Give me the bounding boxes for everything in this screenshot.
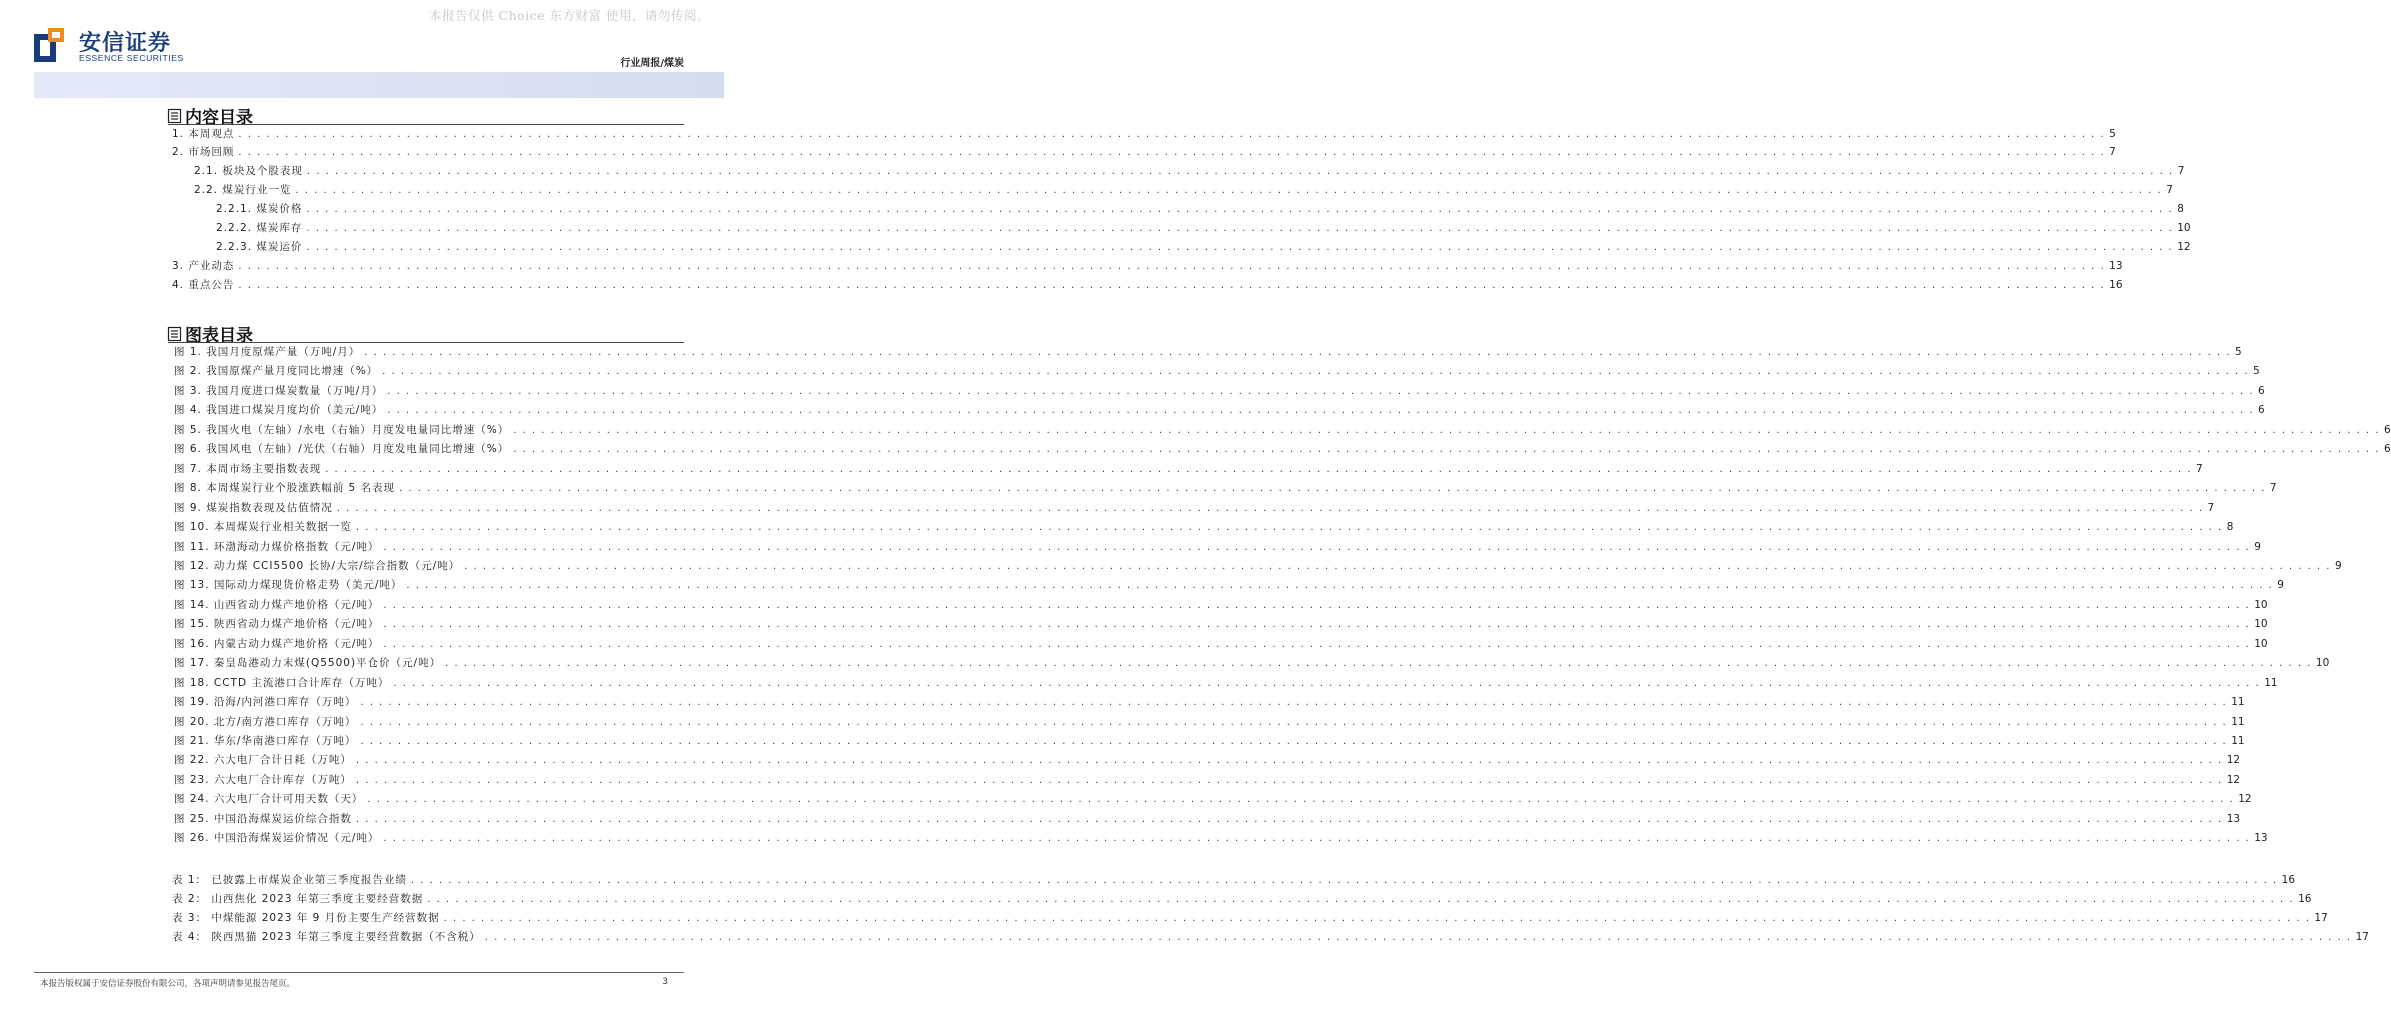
toc-entry-page: 9 <box>2334 559 2342 572</box>
dot-leader: . . . . . . . . . . . . . . . . . . . . . . . . . . . . . . . . . . . . . . . . . . . . . . . . . . . . . . . . . . . . . . . . . . . . . . . . . . . . . . . . . . . . . . . . . . . . . . . . . . . . . . . . . . . . . . . . . . . . . . . . . . . . . . . . . . . . . . . . . . . . . . . . . . . . . . . . . . . . . . . . . . . . . . . . . . . . . . . . . . . . . . . . . . . . . . . . . . . . . . . . <box>484 932 2352 943</box>
toc-entry[interactable] <box>174 344 2242 360</box>
toc-entry-page: 16 <box>2109 279 2123 291</box>
toc-entry-page: 12 <box>2226 754 2241 767</box>
toc-entry-label: 表 2： 山西焦化 2023 年第三季度主要经营数据 <box>172 893 424 905</box>
toc-entry-label: 图 23. 六大电厂合计库存（万吨） <box>174 773 352 786</box>
toc-entry-label: 图 25. 中国沿海煤炭运价综合指数 <box>174 812 352 825</box>
toc-entry[interactable] <box>174 616 2268 632</box>
toc-entry-label: 图 16. 内蒙古动力煤产地价格（元/吨） <box>174 637 380 650</box>
dot-leader: . . . . . . . . . . . . . . . . . . . . . . . . . . . . . . . . . . . . . . . . . . . . . . . . . . . . . . . . . . . . . . . . . . . . . . . . . . . . . . . . . . . . . . . . . . . . . . . . . . . . . . . . . . . . . . . . . . . . . . . . . . . . . . . . . . . . . . . . . . . . . . . . . . . . . . . . . . . . . . . . . . . . . . . . . . . . . . . . . . . . . . . . . . . . . . . . . . . . . . . . <box>336 502 2204 514</box>
footer-note: 本报告版权属于安信证券股份有限公司，各项声明请参见报告尾页。 <box>40 979 296 989</box>
toc-entry-page: 11 <box>2231 715 2245 728</box>
toc-entry-page: 16 <box>2298 893 2312 905</box>
toc-entry-label: 图 4. 我国进口煤炭月度均价（美元/吨） <box>174 404 384 417</box>
toc-entry[interactable] <box>174 811 2241 827</box>
figures-rule <box>168 342 684 343</box>
dot-leader: . . . . . . . . . . . . . . . . . . . . . . . . . . . . . . . . . . . . . . . . . . . . . . . . . . . . . . . . . . . . . . . . . . . . . . . . . . . . . . . . . . . . . . . . . . . . . . . . . . . . . . . . . . . . . . . . . . . . . . . . . . . . . . . . . . . . . . . . . . . . . . . . . . . . . . . . . . . . . . . . . . . . . . . . . . . . . . . . . . . . . . . . . . . . . . . . . . . . . . . . <box>513 444 2381 456</box>
toc-entry-label: 图 10. 本周煤炭行业相关数据一览 <box>174 521 352 534</box>
toc-entry[interactable] <box>174 519 2234 535</box>
toc-entry-label: 图 19. 沿海/内河港口库存（万吨） <box>174 696 357 709</box>
toc-entry-label: 图 1. 我国月度原煤产量（万吨/月） <box>174 346 361 358</box>
toc-entry-label: 2.2.1. 煤炭价格 <box>216 203 303 215</box>
toc-entry-label: 2.2.2. 煤炭库存 <box>216 222 303 234</box>
footer-rule <box>34 972 684 973</box>
toc-entry-page: 6 <box>2258 384 2265 397</box>
dot-leader: . . . . . . . . . . . . . . . . . . . . . . . . . . . . . . . . . . . . . . . . . . . . . . . . . . . . . . . . . . . . . . . . . . . . . . . . . . . . . . . . . . . . . . . . . . . . . . . . . . . . . . . . . . . . . . . . . . . . . . . . . . . . . . . . . . . . . . . . . . . . . . . . . . . . . . . . . . . . . . . . . . . . . . . . . . . . . . . . . . . . . . . . . . . . . . . . . . . . . . . . <box>306 242 2174 253</box>
toc-entry-label: 图 8. 本周煤炭行业个股涨跌幅前 5 名表现 <box>174 482 396 495</box>
figures-title: 图表目录 <box>185 326 253 346</box>
dot-leader: . . . . . . . . . . . . . . . . . . . . . . . . . . . . . . . . . . . . . . . . . . . . . . . . . . . . . . . . . . . . . . . . . . . . . . . . . . . . . . . . . . . . . . . . . . . . . . . . . . . . . . . . . . . . . . . . . . . . . . . . . . . . . . . . . . . . . . . . . . . . . . . . . . . . . . . . . . . . . . . . . . . . . . . . . . . . . . . . . . . . . . . . . . . . . . . . . . . . . . . . <box>410 875 2278 886</box>
toc-entry-page: 7 <box>2269 482 2277 495</box>
toc-entry-label: 图 9. 煤炭指数表现及估值情况 <box>174 501 333 514</box>
essence-logo-icon <box>34 28 70 64</box>
toc-entry-label: 图 22. 六大电厂合计日耗（万吨） <box>174 754 352 767</box>
toc-entry[interactable] <box>174 694 2245 710</box>
toc-entry-label: 图 6. 我国风电（左轴）/光伏（右轴）月度发电量同比增速（%） <box>174 443 510 456</box>
toc-entry[interactable] <box>174 714 2245 730</box>
toc-entry[interactable] <box>174 480 2277 496</box>
dot-leader: . . . . . . . . . . . . . . . . . . . . . . . . . . . . . . . . . . . . . . . . . . . . . . . . . . . . . . . . . . . . . . . . . . . . . . . . . . . . . . . . . . . . . . . . . . . . . . . . . . . . . . . . . . . . . . . . . . . . . . . . . . . . . . . . . . . . . . . . . . . . . . . . . . . . . . . . . . . . . . . . . . . . . . . . . . . . . . . . . . . . . . . . . . . . . . . . . . . . . . . . <box>238 280 2106 291</box>
dot-leader: . . . . . . . . . . . . . . . . . . . . . . . . . . . . . . . . . . . . . . . . . . . . . . . . . . . . . . . . . . . . . . . . . . . . . . . . . . . . . . . . . . . . . . . . . . . . . . . . . . . . . . . . . . . . . . . . . . . . . . . . . . . . . . . . . . . . . . . . . . . . . . . . . . . . . . . . . . . . . . . . . . . . . . . . . . . . . . . . . . . . . . . . . . . . . . . . . . . . . . . . <box>387 405 2255 417</box>
toc-entry-page: 8 <box>2177 203 2184 215</box>
toc-entry-page: 11 <box>2231 696 2245 709</box>
toc-entry[interactable] <box>174 597 2268 613</box>
dot-leader: . . . . . . . . . . . . . . . . . . . . . . . . . . . . . . . . . . . . . . . . . . . . . . . . . . . . . . . . . . . . . . . . . . . . . . . . . . . . . . . . . . . . . . . . . . . . . . . . . . . . . . . . . . . . . . . . . . . . . . . . . . . . . . . . . . . . . . . . . . . . . . . . . . . . . . . . . . . . . . . . . . . . . . . . . . . . . . . . . . . . . . . . . . . . . . . . . . . . . . . . <box>355 522 2223 534</box>
toc-entry-page: 12 <box>2226 773 2241 786</box>
dot-leader: . . . . . . . . . . . . . . . . . . . . . . . . . . . . . . . . . . . . . . . . . . . . . . . . . . . . . . . . . . . . . . . . . . . . . . . . . . . . . . . . . . . . . . . . . . . . . . . . . . . . . . . . . . . . . . . . . . . . . . . . . . . . . . . . . . . . . . . . . . . . . . . . . . . . . . . . . . . . . . . . . . . . . . . . . . . . . . . . . . . . . . . . . . . . . . . . . . . . . . . . <box>393 677 2261 689</box>
toc-entry-page: 7 <box>2207 501 2215 514</box>
dot-leader: . . . . . . . . . . . . . . . . . . . . . . . . . . . . . . . . . . . . . . . . . . . . . . . . . . . . . . . . . . . . . . . . . . . . . . . . . . . . . . . . . . . . . . . . . . . . . . . . . . . . . . . . . . . . . . . . . . . . . . . . . . . . . . . . . . . . . . . . . . . . . . . . . . . . . . . . . . . . . . . . . . . . . . . . . . . . . . . . . . . . . . . . . . . . . . . . . . . . . . . . <box>427 894 2295 905</box>
toc-entry-page: 12 <box>2238 793 2252 806</box>
toc-entry[interactable] <box>174 500 2215 516</box>
toc-entry-label: 图 21. 华东/华南港口库存（万吨） <box>174 735 357 747</box>
dot-leader: . . . . . . . . . . . . . . . . . . . . . . . . . . . . . . . . . . . . . . . . . . . . . . . . . . . . . . . . . . . . . . . . . . . . . . . . . . . . . . . . . . . . . . . . . . . . . . . . . . . . . . . . . . . . . . . . . . . . . . . . . . . . . . . . . . . . . . . . . . . . . . . . . . . . . . . . . . . . . . . . . . . . . . . . . . . . . . . . . . . . . . . . . . . . . . . . . . . . . . . . <box>383 619 2251 631</box>
toc-entry-label: 图 26. 中国沿海煤炭运价情况（元/吨） <box>174 832 380 845</box>
toc-entry-label: 图 12. 动力煤 CCI5500 长协/大宗/综合指数（元/吨） <box>174 559 461 572</box>
toc-entry[interactable] <box>172 910 2328 926</box>
dot-leader: . . . . . . . . . . . . . . . . . . . . . . . . . . . . . . . . . . . . . . . . . . . . . . . . . . . . . . . . . . . . . . . . . . . . . . . . . . . . . . . . . . . . . . . . . . . . . . . . . . . . . . . . . . . . . . . . . . . . . . . . . . . . . . . . . . . . . . . . . . . . . . . . . . . . . . . . . . . . . . . . . . . . . . . . . . . . . . . . . . . . . . . . . . . . . . . . . . . . . . . . <box>238 129 2106 140</box>
dot-leader: . . . . . . . . . . . . . . . . . . . . . . . . . . . . . . . . . . . . . . . . . . . . . . . . . . . . . . . . . . . . . . . . . . . . . . . . . . . . . . . . . . . . . . . . . . . . . . . . . . . . . . . . . . . . . . . . . . . . . . . . . . . . . . . . . . . . . . . . . . . . . . . . . . . . . . . . . . . . . . . . . . . . . . . . . . . . . . . . . . . . . . . . . . . . . . . . . . . . . . . . <box>238 147 2106 158</box>
dot-leader: . . . . . . . . . . . . . . . . . . . . . . . . . . . . . . . . . . . . . . . . . . . . . . . . . . . . . . . . . . . . . . . . . . . . . . . . . . . . . . . . . . . . . . . . . . . . . . . . . . . . . . . . . . . . . . . . . . . . . . . . . . . . . . . . . . . . . . . . . . . . . . . . . . . . . . . . . . . . . . . . . . . . . . . . . . . . . . . . . . . . . . . . . . . . . . . . . . . . . . . . <box>306 204 2174 215</box>
toc-entry[interactable] <box>172 872 2296 888</box>
toc-entry-label: 表 1： 已披露上市煤炭企业第三季度报告业绩 <box>172 874 407 886</box>
toc-entry[interactable] <box>172 144 2116 160</box>
toc-entry-page: 17 <box>2355 931 2369 943</box>
toc-entry-label: 图 20. 北方/南方港口库存（万吨） <box>174 715 357 728</box>
toc-entry-label: 2.2. 煤炭行业一览 <box>194 184 292 196</box>
toc-entry[interactable] <box>194 182 2173 198</box>
dot-leader: . . . . . . . . . . . . . . . . . . . . . . . . . . . . . . . . . . . . . . . . . . . . . . . . . . . . . . . . . . . . . . . . . . . . . . . . . . . . . . . . . . . . . . . . . . . . . . . . . . . . . . . . . . . . . . . . . . . . . . . . . . . . . . . . . . . . . . . . . . . . . . . . . . . . . . . . . . . . . . . . . . . . . . . . . . . . . . . . . . . . . . . . . . . . . . . . . . . . . . . . <box>306 223 2174 234</box>
dot-leader: . . . . . . . . . . . . . . . . . . . . . . . . . . . . . . . . . . . . . . . . . . . . . . . . . . . . . . . . . . . . . . . . . . . . . . . . . . . . . . . . . . . . . . . . . . . . . . . . . . . . . . . . . . . . . . . . . . . . . . . . . . . . . . . . . . . . . . . . . . . . . . . . . . . . . . . . . . . . . . . . . . . . . . . . . . . . . . . . . . . . . . . . . . . . . . . . . . . . . . . . <box>367 794 2235 806</box>
toc-entry-page: 13 <box>2254 832 2268 845</box>
dot-leader: . . . . . . . . . . . . . . . . . . . . . . . . . . . . . . . . . . . . . . . . . . . . . . . . . . . . . . . . . . . . . . . . . . . . . . . . . . . . . . . . . . . . . . . . . . . . . . . . . . . . . . . . . . . . . . . . . . . . . . . . . . . . . . . . . . . . . . . . . . . . . . . . . . . . . . . . . . . . . . . . . . . . . . . . . . . . . . . . . . . . . . . . . . . . . . . . . . . . . . . . <box>238 261 2106 272</box>
toc-entry-page: 5 <box>2109 128 2116 140</box>
toc-entry-label: 4. 重点公告 <box>172 279 235 291</box>
contents-title: 内容目录 <box>185 108 253 128</box>
toc-entry[interactable] <box>174 636 2268 652</box>
toc-entry[interactable] <box>174 461 2203 477</box>
dot-leader: . . . . . . . . . . . . . . . . . . . . . . . . . . . . . . . . . . . . . . . . . . . . . . . . . . . . . . . . . . . . . . . . . . . . . . . . . . . . . . . . . . . . . . . . . . . . . . . . . . . . . . . . . . . . . . . . . . . . . . . . . . . . . . . . . . . . . . . . . . . . . . . . . . . . . . . . . . . . . . . . . . . . . . . . . . . . . . . . . . . . . . . . . . . . . . . . . . . . . . . . <box>355 813 2223 825</box>
dot-leader: . . . . . . . . . . . . . . . . . . . . . . . . . . . . . . . . . . . . . . . . . . . . . . . . . . . . . . . . . . . . . . . . . . . . . . . . . . . . . . . . . . . . . . . . . . . . . . . . . . . . . . . . . . . . . . . . . . . . . . . . . . . . . . . . . . . . . . . . . . . . . . . . . . . . . . . . . . . . . . . . . . . . . . . . . . . . . . . . . . . . . . . . . . . . . . . . . . . . . . . . <box>306 166 2174 177</box>
contents-rule <box>168 124 684 125</box>
dot-leader: . . . . . . . . . . . . . . . . . . . . . . . . . . . . . . . . . . . . . . . . . . . . . . . . . . . . . . . . . . . . . . . . . . . . . . . . . . . . . . . . . . . . . . . . . . . . . . . . . . . . . . . . . . . . . . . . . . . . . . . . . . . . . . . . . . . . . . . . . . . . . . . . . . . . . . . . . . . . . . . . . . . . . . . . . . . . . . . . . . . . . . . . . . . . . . . . . . . . . . . . <box>382 366 2249 378</box>
toc-entry-label: 图 15. 陕西省动力煤产地价格（元/吨） <box>174 618 380 631</box>
toc-entry-page: 5 <box>2252 365 2260 378</box>
toc-entry[interactable] <box>174 422 2391 438</box>
toc-entry-label: 图 7. 本周市场主要指数表现 <box>174 462 322 475</box>
logo-name-en: ESSENCE SECURITIES <box>79 53 184 63</box>
report-type: 行业周报/煤炭 <box>620 58 684 69</box>
watermark: 本报告仅供 Choice 东方财富 使用，请勿传阅。 <box>429 8 710 23</box>
toc-entry-page: 10 <box>2254 618 2268 631</box>
toc-entry[interactable] <box>174 577 2284 593</box>
toc-entry[interactable] <box>174 830 2268 846</box>
page-number: 3 <box>662 977 668 987</box>
toc-entry-label: 表 3： 中煤能源 2023 年 9 月份主要生产经营数据 <box>172 912 440 924</box>
toc-entry[interactable] <box>174 383 2265 399</box>
toc-entry[interactable] <box>174 539 2261 555</box>
dot-leader: . . . . . . . . . . . . . . . . . . . . . . . . . . . . . . . . . . . . . . . . . . . . . . . . . . . . . . . . . . . . . . . . . . . . . . . . . . . . . . . . . . . . . . . . . . . . . . . . . . . . . . . . . . . . . . . . . . . . . . . . . . . . . . . . . . . . . . . . . . . . . . . . . . . . . . . . . . . . . . . . . . . . . . . . . . . . . . . . . . . . . . . . . . . . . . . . . . . . . . . . <box>360 736 2228 747</box>
document-icon <box>168 327 181 341</box>
toc-entry-page: 7 <box>2196 462 2203 475</box>
toc-entry[interactable] <box>174 558 2342 574</box>
toc-entry-page: 10 <box>2177 222 2191 234</box>
toc-entry-label: 图 3. 我国月度进口煤炭数量（万吨/月） <box>174 384 384 397</box>
toc-entry[interactable] <box>174 655 2330 671</box>
toc-entry[interactable] <box>174 772 2241 788</box>
dot-leader: . . . . . . . . . . . . . . . . . . . . . . . . . . . . . . . . . . . . . . . . . . . . . . . . . . . . . . . . . . . . . . . . . . . . . . . . . . . . . . . . . . . . . . . . . . . . . . . . . . . . . . . . . . . . . . . . . . . . . . . . . . . . . . . . . . . . . . . . . . . . . . . . . . . . . . . . . . . . . . . . . . . . . . . . . . . . . . . . . . . . . . . . . . . . . . . . . . . . . . . . <box>387 385 2255 397</box>
toc-entry-page: 7 <box>2109 146 2116 158</box>
dot-leader: . . . . . . . . . . . . . . . . . . . . . . . . . . . . . . . . . . . . . . . . . . . . . . . . . . . . . . . . . . . . . . . . . . . . . . . . . . . . . . . . . . . . . . . . . . . . . . . . . . . . . . . . . . . . . . . . . . . . . . . . . . . . . . . . . . . . . . . . . . . . . . . . . . . . . . . . . . . . . . . . . . . . . . . . . . . . . . . . . . . . . . . . . . . . . . . . . . . . . . . . <box>464 560 2331 572</box>
toc-entry-page: 10 <box>2315 657 2330 670</box>
toc-entry[interactable] <box>174 675 2278 691</box>
toc-entry-page: 9 <box>2254 540 2261 553</box>
toc-entry-page: 13 <box>2109 260 2123 272</box>
toc-entry[interactable] <box>216 201 2184 217</box>
company-logo <box>34 26 184 66</box>
toc-entry-label: 图 24. 六大电厂合计可用天数（天） <box>174 793 364 806</box>
toc-entry[interactable] <box>172 258 2123 274</box>
dot-leader: . . . . . . . . . . . . . . . . . . . . . . . . . . . . . . . . . . . . . . . . . . . . . . . . . . . . . . . . . . . . . . . . . . . . . . . . . . . . . . . . . . . . . . . . . . . . . . . . . . . . . . . . . . . . . . . . . . . . . . . . . . . . . . . . . . . . . . . . . . . . . . . . . . . . . . . . . . . . . . . . . . . . . . . . . . . . . . . . . . . . . . . . . . . . . . . . . . . . . . . . <box>513 424 2381 436</box>
toc-entry-page: 16 <box>2281 874 2296 886</box>
toc-entry[interactable] <box>216 220 2191 236</box>
dot-leader: . . . . . . . . . . . . . . . . . . . . . . . . . . . . . . . . . . . . . . . . . . . . . . . . . . . . . . . . . . . . . . . . . . . . . . . . . . . . . . . . . . . . . . . . . . . . . . . . . . . . . . . . . . . . . . . . . . . . . . . . . . . . . . . . . . . . . . . . . . . . . . . . . . . . . . . . . . . . . . . . . . . . . . . . . . . . . . . . . . . . . . . . . . . . . . . . . . . . . . . . <box>383 599 2251 611</box>
dot-leader: . . . . . . . . . . . . . . . . . . . . . . . . . . . . . . . . . . . . . . . . . . . . . . . . . . . . . . . . . . . . . . . . . . . . . . . . . . . . . . . . . . . . . . . . . . . . . . . . . . . . . . . . . . . . . . . . . . . . . . . . . . . . . . . . . . . . . . . . . . . . . . . . . . . . . . . . . . . . . . . . . . . . . . . . . . . . . . . . . . . . . . . . . . . . . . . . . . . . . . . . <box>383 833 2251 845</box>
dot-leader: . . . . . . . . . . . . . . . . . . . . . . . . . . . . . . . . . . . . . . . . . . . . . . . . . . . . . . . . . . . . . . . . . . . . . . . . . . . . . . . . . . . . . . . . . . . . . . . . . . . . . . . . . . . . . . . . . . . . . . . . . . . . . . . . . . . . . . . . . . . . . . . . . . . . . . . . . . . . . . . . . . . . . . . . . . . . . . . . . . . . . . . . . . . . . . . . . . . . . . . . <box>383 638 2251 650</box>
toc-entry-label: 图 17. 秦皇岛港动力末煤(Q5500)平仓价（元/吨） <box>174 657 442 670</box>
toc-entry[interactable] <box>194 163 2185 179</box>
toc-entry-label: 图 13. 国际动力煤现货价格走势（美元/吨） <box>174 579 403 592</box>
toc-entry-label: 2.2.3. 煤炭运价 <box>216 241 303 253</box>
toc-entry-page: 10 <box>2254 598 2268 611</box>
dot-leader: . . . . . . . . . . . . . . . . . . . . . . . . . . . . . . . . . . . . . . . . . . . . . . . . . . . . . . . . . . . . . . . . . . . . . . . . . . . . . . . . . . . . . . . . . . . . . . . . . . . . . . . . . . . . . . . . . . . . . . . . . . . . . . . . . . . . . . . . . . . . . . . . . . . . . . . . . . . . . . . . . . . . . . . . . . . . . . . . . . . . . . . . . . . . . . . . . . . . . . . . <box>360 697 2228 709</box>
toc-entry-label: 图 2. 我国原煤产量月度同比增速（%） <box>174 365 379 378</box>
document-icon <box>168 109 181 123</box>
toc-entry[interactable] <box>172 891 2312 907</box>
toc-entry-label: 表 4： 陕西黑猫 2023 年第三季度主要经营数据（不含税） <box>172 931 481 943</box>
toc-entry[interactable] <box>174 402 2265 418</box>
toc-entry-label: 1. 本周观点 <box>172 128 235 140</box>
toc-entry-page: 6 <box>2384 423 2391 436</box>
dot-leader: . . . . . . . . . . . . . . . . . . . . . . . . . . . . . . . . . . . . . . . . . . . . . . . . . . . . . . . . . . . . . . . . . . . . . . . . . . . . . . . . . . . . . . . . . . . . . . . . . . . . . . . . . . . . . . . . . . . . . . . . . . . . . . . . . . . . . . . . . . . . . . . . . . . . . . . . . . . . . . . . . . . . . . . . . . . . . . . . . . . . . . . . . . . . . . . . . . . . . . . . <box>399 483 2266 495</box>
toc-entry-page: 7 <box>2177 165 2185 177</box>
toc-entry-page: 10 <box>2254 637 2268 650</box>
toc-entry-page: 9 <box>2277 579 2284 592</box>
toc-entry-page: 13 <box>2226 812 2241 825</box>
toc-entry-page: 11 <box>2231 735 2245 747</box>
dot-leader: . . . . . . . . . . . . . . . . . . . . . . . . . . . . . . . . . . . . . . . . . . . . . . . . . . . . . . . . . . . . . . . . . . . . . . . . . . . . . . . . . . . . . . . . . . . . . . . . . . . . . . . . . . . . . . . . . . . . . . . . . . . . . . . . . . . . . . . . . . . . . . . . . . . . . . . . . . . . . . . . . . . . . . . . . . . . . . . . . . . . . . . . . . . . . . . . . . . . . . . . <box>325 463 2193 475</box>
toc-entry-page: 11 <box>2264 676 2278 689</box>
toc-entry[interactable] <box>174 441 2391 457</box>
toc-entry-page: 5 <box>2235 346 2242 358</box>
toc-entry[interactable] <box>216 239 2191 255</box>
toc-entry[interactable] <box>174 752 2241 768</box>
toc-entry-label: 图 11. 环渤海动力煤价格指数（元/吨） <box>174 540 380 553</box>
toc-entry-label: 图 14. 山西省动力煤产地价格（元/吨） <box>174 598 380 611</box>
toc-entry-page: 6 <box>2258 404 2265 417</box>
toc-entry-page: 7 <box>2166 184 2173 196</box>
toc-entry-label: 3. 产业动态 <box>172 260 235 272</box>
toc-entry-page: 6 <box>2384 443 2391 456</box>
toc-entry-page: 12 <box>2177 241 2191 253</box>
dot-leader: . . . . . . . . . . . . . . . . . . . . . . . . . . . . . . . . . . . . . . . . . . . . . . . . . . . . . . . . . . . . . . . . . . . . . . . . . . . . . . . . . . . . . . . . . . . . . . . . . . . . . . . . . . . . . . . . . . . . . . . . . . . . . . . . . . . . . . . . . . . . . . . . . . . . . . . . . . . . . . . . . . . . . . . . . . . . . . . . . . . . . . . . . . . . . . . . . . . . . . . . <box>355 774 2223 786</box>
toc-entry-page: 8 <box>2226 521 2234 534</box>
toc-entry[interactable] <box>174 363 2260 379</box>
logo-name-cn: 安信证券 <box>79 31 172 56</box>
dot-leader: . . . . . . . . . . . . . . . . . . . . . . . . . . . . . . . . . . . . . . . . . . . . . . . . . . . . . . . . . . . . . . . . . . . . . . . . . . . . . . . . . . . . . . . . . . . . . . . . . . . . . . . . . . . . . . . . . . . . . . . . . . . . . . . . . . . . . . . . . . . . . . . . . . . . . . . . . . . . . . . . . . . . . . . . . . . . . . . . . . . . . . . . . . . . . . . . . . . . . . . . <box>364 347 2232 358</box>
toc-entry[interactable] <box>172 277 2123 293</box>
toc-entry-label: 图 5. 我国火电（左轴）/水电（右轴）月度发电量同比增速（%） <box>174 423 510 436</box>
toc-entry[interactable] <box>174 791 2252 807</box>
dot-leader: . . . . . . . . . . . . . . . . . . . . . . . . . . . . . . . . . . . . . . . . . . . . . . . . . . . . . . . . . . . . . . . . . . . . . . . . . . . . . . . . . . . . . . . . . . . . . . . . . . . . . . . . . . . . . . . . . . . . . . . . . . . . . . . . . . . . . . . . . . . . . . . . . . . . . . . . . . . . . . . . . . . . . . . . . . . . . . . . . . . . . . . . . . . . . . . . . . . . . . . . <box>355 755 2223 767</box>
dot-leader: . . . . . . . . . . . . . . . . . . . . . . . . . . . . . . . . . . . . . . . . . . . . . . . . . . . . . . . . . . . . . . . . . . . . . . . . . . . . . . . . . . . . . . . . . . . . . . . . . . . . . . . . . . . . . . . . . . . . . . . . . . . . . . . . . . . . . . . . . . . . . . . . . . . . . . . . . . . . . . . . . . . . . . . . . . . . . . . . . . . . . . . . . . . . . . . . . . . . . . . . <box>443 913 2311 924</box>
toc-entry-label: 图 18. CCTD 主流港口合计库存（万吨） <box>174 676 390 689</box>
dot-leader: . . . . . . . . . . . . . . . . . . . . . . . . . . . . . . . . . . . . . . . . . . . . . . . . . . . . . . . . . . . . . . . . . . . . . . . . . . . . . . . . . . . . . . . . . . . . . . . . . . . . . . . . . . . . . . . . . . . . . . . . . . . . . . . . . . . . . . . . . . . . . . . . . . . . . . . . . . . . . . . . . . . . . . . . . . . . . . . . . . . . . . . . . . . . . . . . . . . . . . . . <box>383 541 2251 553</box>
header-band <box>34 72 724 98</box>
dot-leader: . . . . . . . . . . . . . . . . . . . . . . . . . . . . . . . . . . . . . . . . . . . . . . . . . . . . . . . . . . . . . . . . . . . . . . . . . . . . . . . . . . . . . . . . . . . . . . . . . . . . . . . . . . . . . . . . . . . . . . . . . . . . . . . . . . . . . . . . . . . . . . . . . . . . . . . . . . . . . . . . . . . . . . . . . . . . . . . . . . . . . . . . . . . . . . . . . . . . . . . . <box>360 716 2228 728</box>
dot-leader: . . . . . . . . . . . . . . . . . . . . . . . . . . . . . . . . . . . . . . . . . . . . . . . . . . . . . . . . . . . . . . . . . . . . . . . . . . . . . . . . . . . . . . . . . . . . . . . . . . . . . . . . . . . . . . . . . . . . . . . . . . . . . . . . . . . . . . . . . . . . . . . . . . . . . . . . . . . . . . . . . . . . . . . . . . . . . . . . . . . . . . . . . . . . . . . . . . . . . . . . <box>406 580 2274 592</box>
toc-entry-label: 2. 市场回顾 <box>172 146 235 158</box>
toc-entry-label: 2.1. 板块及个股表现 <box>194 165 303 177</box>
toc-entry-page: 17 <box>2314 912 2328 924</box>
toc-entry[interactable] <box>174 733 2245 749</box>
dot-leader: . . . . . . . . . . . . . . . . . . . . . . . . . . . . . . . . . . . . . . . . . . . . . . . . . . . . . . . . . . . . . . . . . . . . . . . . . . . . . . . . . . . . . . . . . . . . . . . . . . . . . . . . . . . . . . . . . . . . . . . . . . . . . . . . . . . . . . . . . . . . . . . . . . . . . . . . . . . . . . . . . . . . . . . . . . . . . . . . . . . . . . . . . . . . . . . . . . . . . . . . <box>445 658 2312 670</box>
dot-leader: . . . . . . . . . . . . . . . . . . . . . . . . . . . . . . . . . . . . . . . . . . . . . . . . . . . . . . . . . . . . . . . . . . . . . . . . . . . . . . . . . . . . . . . . . . . . . . . . . . . . . . . . . . . . . . . . . . . . . . . . . . . . . . . . . . . . . . . . . . . . . . . . . . . . . . . . . . . . . . . . . . . . . . . . . . . . . . . . . . . . . . . . . . . . . . . . . . . . . . . . <box>295 185 2163 196</box>
toc-entry[interactable] <box>172 929 2369 945</box>
toc-entry[interactable] <box>172 126 2116 142</box>
